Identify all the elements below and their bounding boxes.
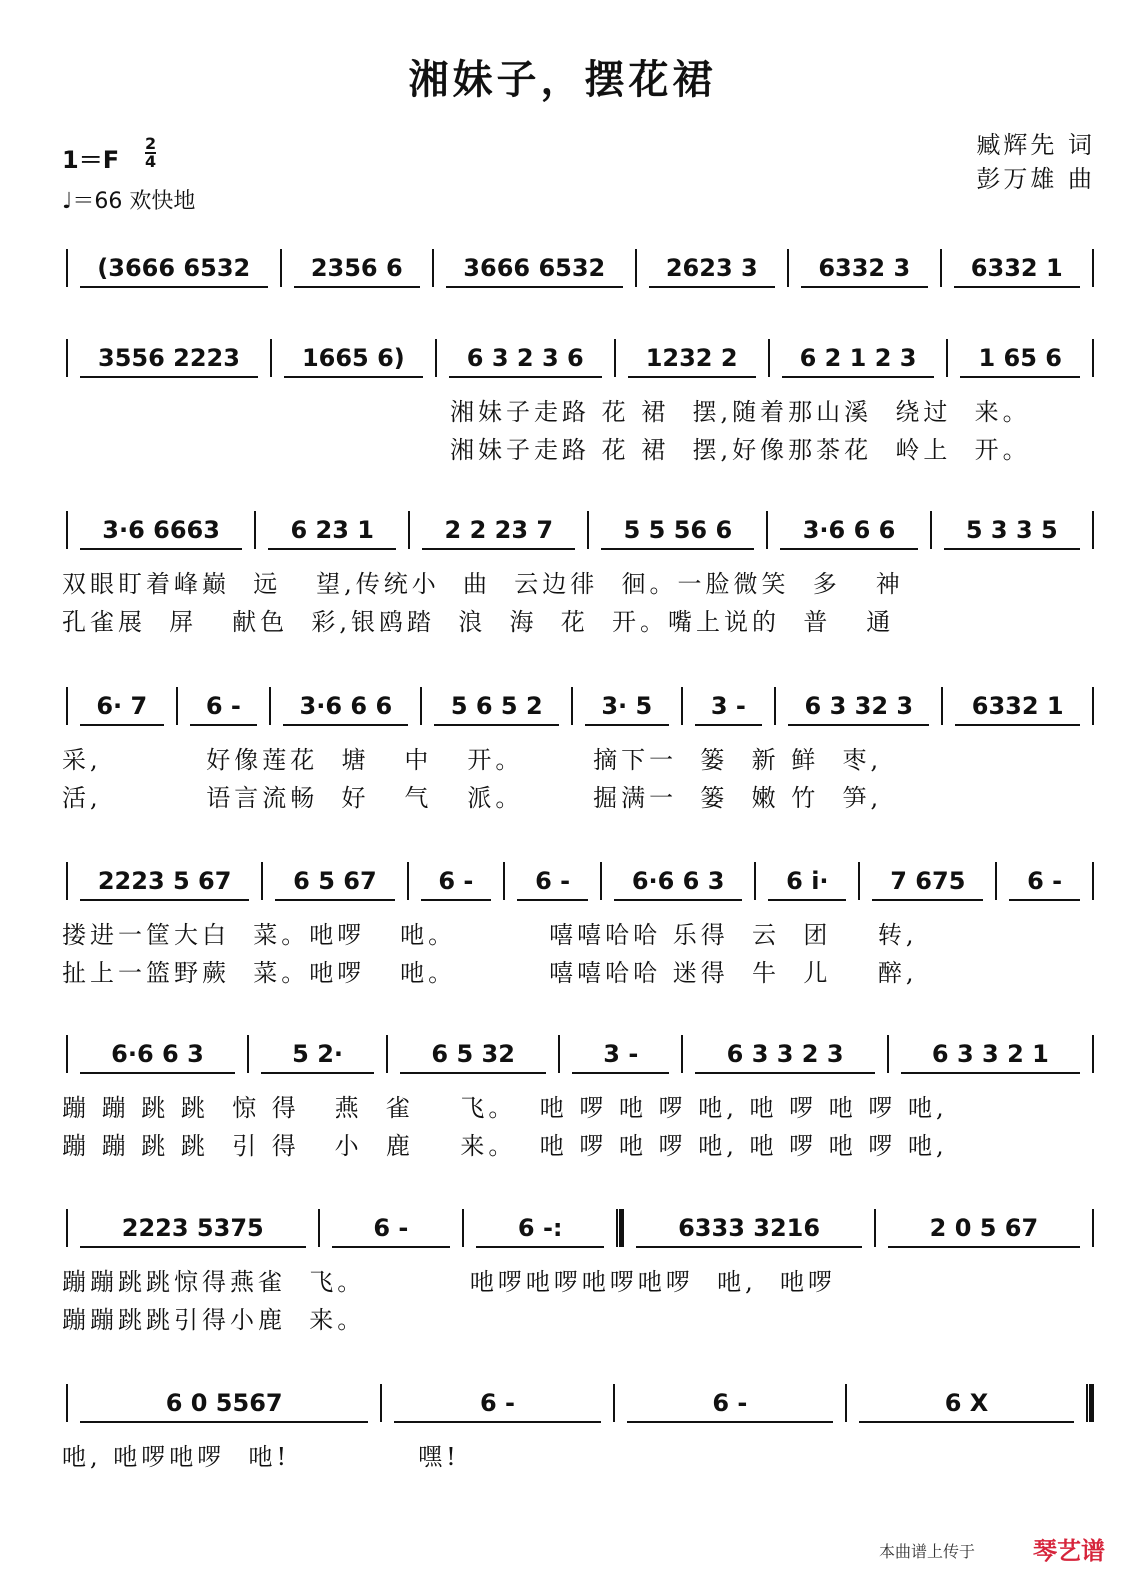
measure: 5 5 56 6: [595, 516, 760, 544]
barline: [587, 511, 589, 549]
measure: 6·6 6 3: [608, 867, 748, 895]
barline: [1092, 862, 1094, 900]
barline: [768, 339, 770, 377]
barline: [1092, 1209, 1094, 1247]
barline: [995, 862, 997, 900]
barline: [254, 511, 256, 549]
measure: 6332 1: [948, 254, 1086, 282]
notation-line: [60, 1210, 1100, 1246]
barline: [176, 687, 178, 725]
barline: [66, 687, 68, 725]
barline: [380, 1384, 382, 1422]
barline: [766, 511, 768, 549]
barline: [930, 511, 932, 549]
notation-line: [60, 512, 1100, 548]
barline: [66, 511, 68, 549]
measure: 6 0 5567: [74, 1389, 374, 1417]
barline: [261, 862, 263, 900]
measure: 6 2 1 2 3: [776, 344, 941, 372]
time-bottom: 4: [145, 152, 157, 171]
barline: [845, 1384, 847, 1422]
measure: 5 3 3 5: [938, 516, 1086, 544]
barline: [858, 862, 860, 900]
measure: 6 3 32 3: [782, 692, 935, 720]
measure: 6·6 6 3: [74, 1040, 241, 1068]
measure: 6 -: [415, 867, 498, 895]
measure: 6 5 67: [269, 867, 400, 895]
lyric-line: 湘妹子走路 花 裙 摆,好像那茶花 岭上 开。: [450, 436, 1031, 464]
measure: 2356 6: [288, 254, 426, 282]
notation-line: [60, 863, 1100, 899]
barline: [407, 862, 409, 900]
footer-note: 本曲谱上传于: [878, 1542, 975, 1561]
barline: [941, 687, 943, 725]
barline: [503, 862, 505, 900]
barline: [66, 1384, 68, 1422]
measure: 2 0 5 67: [882, 1214, 1086, 1242]
measure: 6 -: [326, 1214, 457, 1242]
measure: 6 23 1: [262, 516, 402, 544]
measure: (3666 6532: [74, 254, 274, 282]
measure: 3 -: [689, 692, 769, 720]
barline: [558, 1035, 560, 1073]
measure: 5 2·: [255, 1040, 380, 1068]
measure: 1232 2: [622, 344, 762, 372]
barline: [1086, 1384, 1094, 1422]
measure: 2623 3: [643, 254, 781, 282]
barline: [635, 249, 637, 287]
notation-line: [60, 1385, 1100, 1421]
lyric-line: 蹦蹦跳跳惊得燕雀 飞。 吔啰吔啰吔啰吔啰 吔, 吔啰: [62, 1268, 837, 1296]
barline: [946, 339, 948, 377]
measure: 6332 3: [795, 254, 933, 282]
lyric-line: 搂进一筐大白 菜。吔啰 吔。 嘻嘻哈哈 乐得 云 团 转,: [62, 921, 918, 949]
site-logo: 琴艺谱: [1033, 1537, 1105, 1565]
barline: [616, 1209, 624, 1247]
barline: [386, 1035, 388, 1073]
barline: [408, 511, 410, 549]
barline: [432, 249, 434, 287]
barline: [940, 249, 942, 287]
barline: [874, 1209, 876, 1247]
lyric-line: 活, 语言流畅 好 气 派。 掘满一 篓 嫩 竹 笋,: [62, 784, 883, 812]
measure: 2 2 23 7: [416, 516, 581, 544]
credits: [976, 128, 1095, 196]
barline: [66, 1035, 68, 1073]
measure: 6 -: [621, 1389, 839, 1417]
lyric-line: 蹦蹦跳跳引得小鹿 来。: [62, 1306, 366, 1334]
tempo-marking: ♩＝66 欢快地: [62, 189, 196, 214]
measure: 6 X: [853, 1389, 1080, 1417]
barline: [66, 249, 68, 287]
barline: [1092, 511, 1094, 549]
measure: 3· 5: [579, 692, 675, 720]
measure: 6 -: [184, 692, 264, 720]
barline: [280, 249, 282, 287]
measure: 6 5 32: [394, 1040, 552, 1068]
measure: 6 3 3 2 1: [895, 1040, 1086, 1068]
notation-line: [60, 250, 1100, 286]
measure: 6 -: [511, 867, 594, 895]
barline: [420, 687, 422, 725]
barline: [1092, 339, 1094, 377]
time-signature: [145, 136, 156, 170]
barline: [1092, 1035, 1094, 1073]
notation-line: [60, 688, 1100, 724]
lyric-line: 扯上一篮野蕨 菜。吔啰 吔。 嘻嘻哈哈 迷得 牛 儿 醉,: [62, 959, 918, 987]
measure: 3556 2223: [74, 344, 264, 372]
measure: 6· 7: [74, 692, 170, 720]
measure: 1 65 6: [954, 344, 1086, 372]
measure: 3666 6532: [440, 254, 629, 282]
measure: 6 3 2 3 6: [443, 344, 608, 372]
page-title: 湘妹子，摆花裙: [408, 56, 717, 103]
measure: 6 i·: [762, 867, 852, 895]
lyric-line: 吔, 吔啰吔啰 吔! 嘿!: [62, 1443, 460, 1471]
lyric-line: 蹦 蹦 跳 跳 惊 得 燕 雀 飞。 吔 啰 吔 啰 吔, 吔 啰 吔 啰 吔,: [62, 1094, 948, 1122]
measure: 6 3 3 2 3: [689, 1040, 880, 1068]
notation-line: [60, 1036, 1100, 1072]
barline: [66, 862, 68, 900]
measure: 2223 5375: [74, 1214, 312, 1242]
key-signature: 1＝F: [62, 146, 120, 174]
measure: 3·6 6663: [74, 516, 248, 544]
time-top: 2: [145, 134, 157, 153]
lyric-line: 采, 好像莲花 塘 中 开。 摘下一 篓 新 鲜 枣,: [62, 746, 883, 774]
barline: [1092, 249, 1094, 287]
barline: [613, 1384, 615, 1422]
measure: 1665 6): [278, 344, 429, 372]
measure: 6 -:: [470, 1214, 610, 1242]
barline: [66, 339, 68, 377]
barline: [614, 339, 616, 377]
measure: 6 -: [388, 1389, 606, 1417]
measure: 3 -: [566, 1040, 675, 1068]
barline: [318, 1209, 320, 1247]
lyric-line: 孔雀展 屏 献色 彩,银鸥踏 浪 海 花 开。嘴上说的 普 通: [62, 608, 895, 636]
barline: [787, 249, 789, 287]
barline: [571, 687, 573, 725]
barline: [462, 1209, 464, 1247]
barline: [247, 1035, 249, 1073]
barline: [270, 339, 272, 377]
measure: 6332 1: [949, 692, 1086, 720]
barline: [681, 1035, 683, 1073]
barline: [887, 1035, 889, 1073]
barline: [681, 687, 683, 725]
lyric-line: 蹦 蹦 跳 跳 引 得 小 鹿 来。 吔 啰 吔 啰 吔, 吔 啰 吔 啰 吔,: [62, 1132, 948, 1160]
barline: [435, 339, 437, 377]
measure: 3·6 6 6: [774, 516, 923, 544]
notation-line: [60, 340, 1100, 376]
composer: 彭万雄 曲: [976, 165, 1095, 193]
barline: [66, 1209, 68, 1247]
measure: 6 -: [1003, 867, 1086, 895]
barline: [774, 687, 776, 725]
measure: 3·6 6 6: [277, 692, 414, 720]
barline: [1092, 687, 1094, 725]
measure: 6333 3216: [630, 1214, 868, 1242]
barline: [269, 687, 271, 725]
measure: 2223 5 67: [74, 867, 255, 895]
measure: 5 6 5 2: [428, 692, 565, 720]
lyric-line: 双眼盯着峰巅 远 望,传统小 曲 云边徘 徊。一脸微笑 多 神: [62, 570, 904, 598]
barline: [600, 862, 602, 900]
lyric-line: 湘妹子走路 花 裙 摆,随着那山溪 绕过 来。: [450, 398, 1031, 426]
barline: [754, 862, 756, 900]
lyricist: 臧辉先 词: [976, 131, 1095, 159]
measure: 7 675: [866, 867, 989, 895]
